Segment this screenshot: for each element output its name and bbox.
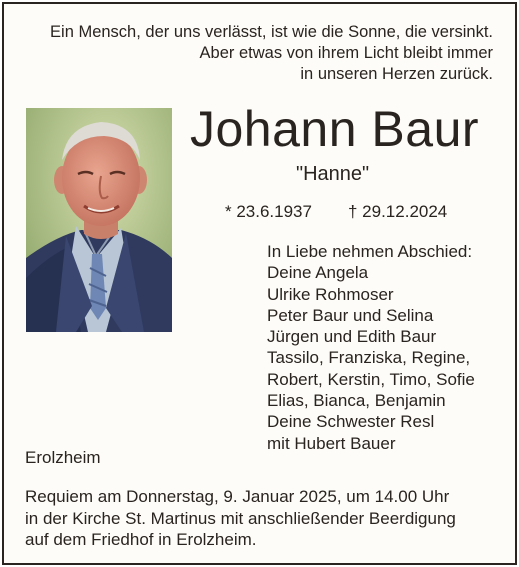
- memorial-quote: [50, 22, 493, 85]
- requiem-line-1: Requiem am Donnerstag, 9. Januar 2025, um 14.00 Uhr: [25, 487, 450, 506]
- requiem-line-2: in der Kirche St. Martinus mit anschließender Beerdigung: [25, 508, 456, 528]
- quote-line-1: Ein Mensch, der uns verlässt, ist wie die Sonne, die versinkt.: [50, 23, 493, 41]
- quote-line-2: Aber etwas von ihrem Licht bleibt immer: [199, 44, 493, 62]
- mourners-list: [267, 241, 475, 454]
- requiem-info: [25, 486, 456, 551]
- place-name: Erolzheim: [25, 448, 101, 467]
- mourner-line: Deine Angela: [267, 263, 369, 283]
- mourner-line: Robert, Kerstin, Timo, Sofie: [267, 369, 475, 389]
- mourner-line: Elias, Bianca, Benjamin: [267, 391, 446, 411]
- mourners-heading: In Liebe nehmen Abschied:: [267, 242, 473, 261]
- requiem-line-3: auf dem Friedhof in Erolzheim.: [25, 530, 257, 549]
- mourner-line: Jürgen und Edith Baur: [267, 327, 437, 347]
- mourner-line: mit Hubert Bauer: [267, 433, 396, 453]
- deceased-nickname: "Hanne": [296, 163, 370, 185]
- deceased-name: Johann Baur: [190, 101, 480, 157]
- quote-line-3: in unseren Herzen zurück.: [300, 65, 493, 83]
- mourner-line: Peter Baur und Selina: [267, 305, 434, 325]
- birth-date: * 23.6.1937: [225, 202, 312, 221]
- obituary-notice: [2, 2, 517, 565]
- portrait-photo: [26, 108, 172, 332]
- death-date: † 29.12.2024: [348, 202, 448, 221]
- mourner-line: Ulrike Rohmoser: [267, 284, 394, 304]
- portrait-illustration: [26, 108, 172, 332]
- mourner-line: Deine Schwester Resl: [267, 412, 435, 432]
- mourner-line: Tassilo, Franziska, Regine,: [267, 348, 471, 368]
